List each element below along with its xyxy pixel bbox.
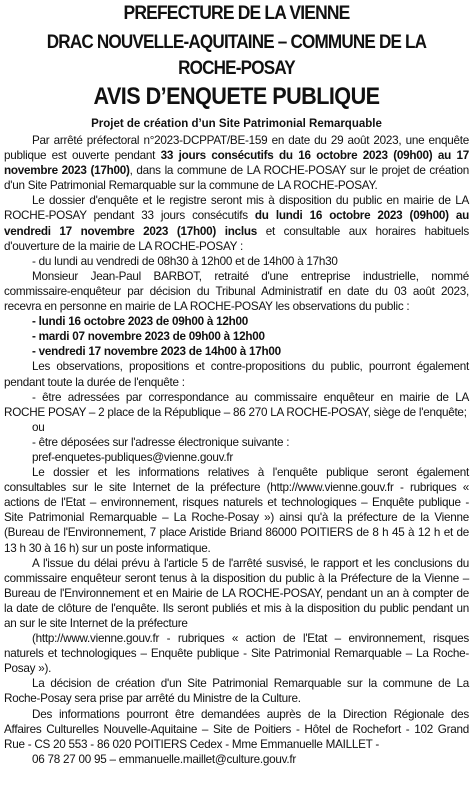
paragraph-report-website: (http://www.vienne.gouv.fr - rubriques « action de l'Etat – environnement, risques naturels et technologiques – Enquête publique - Site Patrimonial Remarquable – La Roche-Posay »).	[4, 632, 469, 676]
paragraph-observations: Les observations, propositions et contre-propositions du public, pourront également pendant toute la durée de l'enquête :	[4, 360, 469, 389]
paragraph-file-text: Le dossier d'enquête et le registre seront mis à disposition du public en mairie de LA ROCHE-POSAY pendant 33 jours consécutifs	[4, 194, 469, 223]
paragraph-online-consultation: Le dossier et les informations relatives à l'enquête publique seront également consultables sur le site Internet de la préfecture (http://www.vienne.gouv.fr - rubriques « actions de l'Etat – environnement, risques naturels et technologiques – Enquête publique - Site Patrimonial Remarquable – La Roche-Posay ») ainsi qu'à la préfecture de la Vienne (Bureau de l'Environnement, 7 place Aristide Briand 86000 POITIERS de 8 h 45 à 12 h et de 13 h 30 à 16 h) sur un poste informatique.	[4, 466, 469, 555]
paragraph-report: A l'issue du délai prévu à l'article 5 de l'arrêté susvisé, le rapport et les conclusions du commissaire enquêteur seront tenus à la disposition du public à la Préfecture de la Vienne – Bureau de l'Environnement et en Mairie de LA ROCHE-POSAY, pendant un an à compter de la date de clôture de l'enquête. Ils seront publiés et mis à la disposition du public pendant un an sur le site Internet de la préfecture	[4, 556, 469, 630]
paragraph-file-dates: du lundi 16 octobre 2023 (09h00) au vendredi 17 novembre 2023 (17h00) inclus	[4, 209, 469, 238]
paragraph-email-intro: - être déposées sur l'adresse électronique suivante :	[32, 435, 290, 449]
opening-hours: - du lundi au vendredi de 08h30 à 12h00 et de 14h00 à 17h30	[32, 254, 338, 268]
paragraph-file-availability	[4, 193, 469, 253]
paragraph-decree-text-end: , dans la commune de LA ROCHE-POSAY sur le projet de création d'un Site Patrimonial Remarquable sur la commune de LA ROCHE-POSAY.	[4, 164, 470, 193]
paragraph-decree	[4, 133, 469, 193]
session-item: - mardi 07 novembre 2023 de 09h00 à 12h00	[32, 330, 265, 344]
paragraph-postal: - être adressées par correspondance au commissaire enquêteur en mairie de LA ROCHE POSAY – 2 place de la République – 86 270 LA ROCHE-POSAY, siège de l'enquête;	[4, 390, 469, 419]
paragraph-decision: La décision de création d'un Site Patrimonial Remarquable sur la commune de La Roche-Posay sera prise par arrêté du Ministre de la Culture.	[4, 677, 469, 706]
drac-heading-line1: DRAC NOUVELLE-AQUITAINE – COMMUNE DE LA	[46, 32, 427, 53]
notice-subtitle: Projet de création d’un Site Patrimonial Remarquable	[91, 118, 382, 130]
session-item: - vendredi 17 novembre 2023 de 14h00 à 17h00	[32, 345, 281, 359]
session-item: - lundi 16 octobre 2023 de 09h00 à 12h00	[32, 315, 249, 329]
paragraph-file-text-end: et consultable aux horaires habituels d'ouverture de la mairie de LA ROCHE-POSAY :	[4, 224, 469, 253]
or-separator: ou	[32, 420, 45, 434]
contact-phone-email: 06 78 27 00 95 – emmanuelle.maillet@culture.gouv.fr	[32, 752, 296, 766]
paragraph-decree-dates: 33 jours consécutifs du 16 octobre 2023 (09h00) au 17 novembre 2023 (17h00)	[4, 149, 469, 178]
notice-body	[4, 133, 469, 767]
paragraph-decree-text: Par arrêté préfectoral n°2023-DCPPAT/BE-159 en date du 29 août 2023, une enquête publique est ouverte pendant	[4, 134, 469, 163]
paragraph-contact: Des informations pourront être demandées auprès de la Direction Régionale des Affaires Culturelles Nouvelle-Aquitaine – Site de Poitiers - Hôtel de Rochefort - 102 Grand Rue - CS 20 553 - 86 020 POITIERS Cedex - Mme Emmanuelle MAILLET -	[4, 707, 469, 751]
email-address-link[interactable]: pref-enquetes-publiques@vienne.gouv.fr	[32, 450, 233, 464]
notice-title: AVIS D’ENQUETE PUBLIQUE	[93, 83, 380, 110]
drac-heading-line2: ROCHE-POSAY	[178, 58, 295, 79]
paragraph-commissioner: Monsieur Jean-Paul BARBOT, retraité d'une entreprise industrielle, nommé commissaire-enquêteur par décision du Tribunal Administratif en date du 03 août 2023, recevra en personne en mairie de LA ROCHE-POSAY les observations du public :	[4, 269, 469, 314]
prefecture-heading: PREFECTURE DE LA VIENNE	[123, 3, 350, 24]
